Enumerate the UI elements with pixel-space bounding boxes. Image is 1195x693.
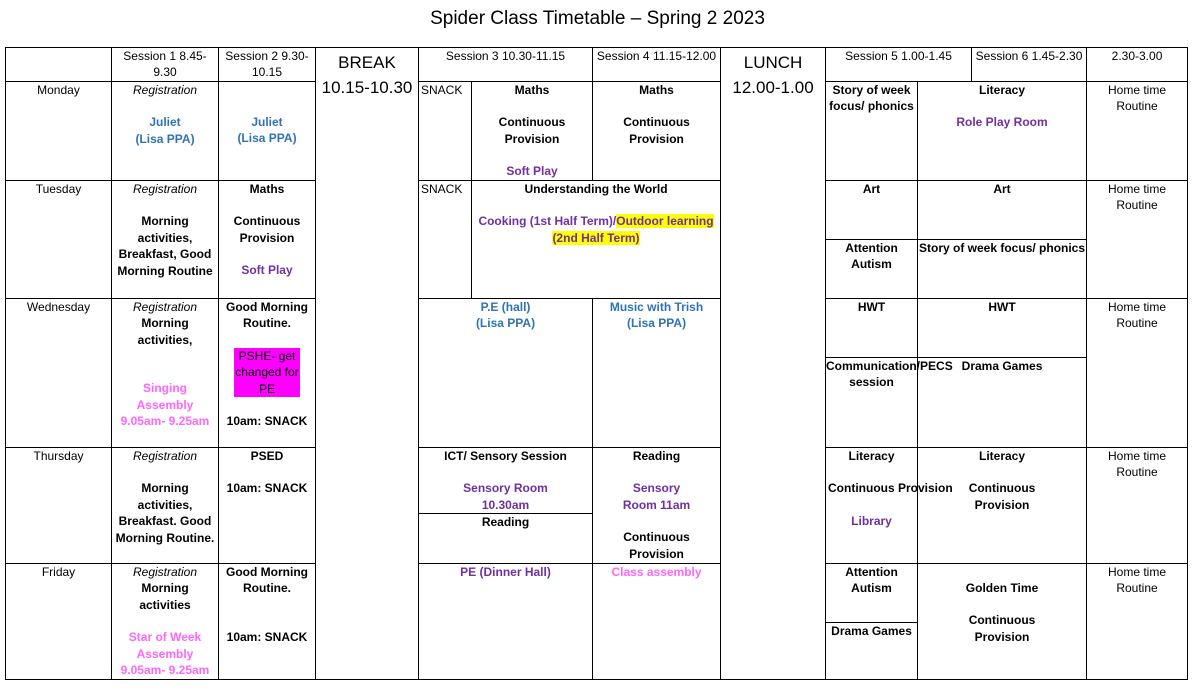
pshe-label: PSHE- get changed for PE bbox=[235, 348, 299, 396]
header-home-time: 2.30-3.00 bbox=[1087, 48, 1188, 82]
registration-label: Registration bbox=[132, 182, 198, 196]
cooking-note: Cooking (1st Half Term)/ bbox=[478, 214, 617, 229]
friday-session-4 bbox=[593, 564, 721, 680]
thursday-session-2 bbox=[219, 448, 316, 564]
friday-session-3 bbox=[419, 564, 593, 680]
registration-label: Registration bbox=[132, 83, 198, 97]
thursday-session-4 bbox=[593, 448, 721, 564]
monday-session-4 bbox=[593, 82, 721, 181]
wednesday-session-1 bbox=[112, 299, 219, 448]
subject-label: Maths bbox=[639, 83, 674, 97]
friday-session-1 bbox=[112, 564, 219, 680]
thursday-session-3 bbox=[419, 448, 593, 564]
assembly-label: Singing Assembly 9.05am- 9.25am bbox=[120, 381, 210, 429]
snack-time: 10am: SNACK bbox=[226, 481, 308, 496]
subject-label: Class assembly bbox=[611, 565, 702, 579]
subject-label: Literacy bbox=[979, 449, 1026, 463]
room-label: Library bbox=[851, 513, 892, 528]
activity-label: Continuous Provision bbox=[498, 115, 566, 146]
registration-label: Registration bbox=[132, 565, 198, 579]
subject-label: Music with Trish bbox=[609, 300, 704, 314]
activity-label: Good Morning Routine. bbox=[226, 565, 308, 596]
subject-label: Art bbox=[826, 181, 917, 240]
timetable bbox=[5, 47, 1188, 680]
wednesday-session-5 bbox=[826, 299, 953, 448]
subject-label: Communication/PECS session bbox=[826, 359, 953, 390]
ppa-note: (Lisa PPA) bbox=[237, 131, 297, 146]
monday-home-time: Home time Routine bbox=[1087, 82, 1188, 181]
header-session-3: Session 3 10.30-11.15 bbox=[419, 48, 593, 82]
tuesday-session-5 bbox=[826, 181, 918, 299]
room-label: Role Play Room bbox=[956, 115, 1048, 130]
room-label: Soft Play bbox=[506, 164, 558, 179]
ppa-note: (Lisa PPA) bbox=[626, 316, 687, 331]
ppa-note: (Lisa PPA) bbox=[135, 131, 195, 146]
activity-label: Morning activities, Breakfast. Good Morning Routine. bbox=[115, 481, 215, 545]
outdoor-note: Outdoor learning (2nd Half Term) bbox=[552, 214, 714, 245]
wednesday-session-2 bbox=[219, 299, 316, 448]
wednesday-session-4 bbox=[593, 299, 721, 448]
thursday-session-1 bbox=[112, 448, 219, 564]
subject-label: Golden Time bbox=[965, 581, 1039, 595]
tuesday-session-2 bbox=[219, 181, 316, 299]
room-label: Sensory Room 11am bbox=[622, 481, 691, 512]
header-session-1: Session 1 8.45-9.30 bbox=[112, 48, 219, 82]
day-thursday: Thursday bbox=[6, 448, 112, 564]
monday-session-3 bbox=[472, 82, 593, 181]
room-label bbox=[474, 213, 718, 246]
activity-label: Good Morning Routine. bbox=[226, 300, 308, 331]
activity-label: Continuous Provision bbox=[233, 214, 301, 245]
thursday-session-5 bbox=[826, 448, 953, 564]
tuesday-snack: SNACK bbox=[419, 181, 472, 299]
snack-time: 10am: SNACK bbox=[226, 414, 308, 429]
subject-label: Literacy bbox=[848, 449, 895, 463]
monday-session-5: Story of week focus/ phonics bbox=[826, 82, 918, 181]
activity-label: Continuous Provision bbox=[828, 481, 953, 496]
monday-session-1 bbox=[112, 82, 219, 181]
activity-label: Morning activities bbox=[139, 581, 191, 612]
header-session-4: Session 4 11.15-12.00 bbox=[593, 48, 721, 82]
day-tuesday: Tuesday bbox=[6, 181, 112, 299]
thursday-session-6 bbox=[918, 448, 1087, 564]
monday-session-6 bbox=[918, 82, 1087, 181]
tuesday-session-6 bbox=[918, 181, 1087, 299]
subject-label: Maths bbox=[514, 83, 550, 97]
subject-label: Attention Autism bbox=[845, 241, 898, 272]
tuesday-home-time: Home time Routine bbox=[1087, 181, 1188, 299]
corner-cell bbox=[6, 48, 112, 82]
subject-label: P.E (hall) bbox=[480, 300, 531, 314]
subject-label: PSED bbox=[250, 449, 284, 463]
wednesday-session-6 bbox=[918, 299, 1087, 448]
assembly-label: Star of Week Assembly 9.05am- 9.25am bbox=[120, 630, 210, 678]
subject-label: Literacy bbox=[979, 83, 1026, 97]
subject-label: ICT/ Sensory Session bbox=[444, 449, 567, 463]
monday-session-2 bbox=[219, 82, 316, 181]
tuesday-session-1 bbox=[112, 181, 219, 299]
thursday-home-time: Home time Routine bbox=[1087, 448, 1188, 564]
friday-session-6 bbox=[918, 564, 1087, 680]
lunch-column: LUNCH 12.00-1.00 bbox=[721, 48, 826, 680]
break-column: BREAK 10.15-10.30 bbox=[316, 48, 419, 680]
subject-label: Understanding the World bbox=[524, 182, 668, 196]
header-session-5: Session 5 1.00-1.45 bbox=[826, 48, 972, 82]
subject-label: Drama Games bbox=[961, 359, 1043, 373]
subject-label: Maths bbox=[249, 182, 285, 196]
friday-session-5 bbox=[826, 564, 918, 680]
header-session-2: Session 2 9.30-10.15 bbox=[219, 48, 316, 82]
tuesday-session-3-4 bbox=[472, 181, 721, 299]
ppa-note: (Lisa PPA) bbox=[475, 316, 536, 331]
teacher-name: Juliet bbox=[149, 115, 181, 130]
subject-label: Attention Autism bbox=[826, 564, 917, 623]
friday-session-2 bbox=[219, 564, 316, 680]
registration-label: Registration bbox=[132, 300, 198, 314]
subject-label: Reading bbox=[481, 515, 530, 529]
subject-label: Reading bbox=[632, 449, 681, 463]
subject-label: Story of week focus/ phonics bbox=[919, 241, 1086, 255]
wednesday-session-3 bbox=[419, 299, 593, 448]
monday-snack: SNACK bbox=[419, 82, 472, 181]
header-session-6: Session 6 1.45-2.30 bbox=[972, 48, 1087, 82]
room-label: Sensory Room 10.30am bbox=[463, 481, 548, 512]
friday-home-time: Home time Routine bbox=[1087, 564, 1188, 680]
activity-label: Continuous Provision bbox=[968, 613, 1036, 644]
activity-label: Morning activities, Breakfast, Good Morning Routine bbox=[117, 214, 213, 278]
activity-label: Continuous Provision bbox=[623, 115, 690, 146]
wednesday-home-time: Home time Routine bbox=[1087, 299, 1188, 448]
day-friday: Friday bbox=[6, 564, 112, 680]
page-title: Spider Class Timetable – Spring 2 2023 bbox=[430, 8, 765, 29]
day-wednesday: Wednesday bbox=[6, 299, 112, 448]
subject-label: HWT bbox=[826, 299, 917, 358]
subject-label: Art bbox=[918, 181, 1086, 240]
activity-label: Continuous Provision bbox=[623, 530, 690, 561]
teacher-name: Juliet bbox=[251, 115, 283, 129]
subject-label: Drama Games bbox=[831, 624, 912, 638]
room-label: Soft Play bbox=[241, 263, 293, 278]
subject-label: HWT bbox=[918, 299, 1086, 358]
subject-label: PE (Dinner Hall) bbox=[460, 565, 551, 579]
activity-label: Continuous Provision bbox=[968, 481, 1036, 512]
snack-time: 10am: SNACK bbox=[226, 629, 308, 644]
registration-label: Registration bbox=[132, 449, 198, 463]
activity-label: Morning activities, bbox=[137, 316, 193, 347]
day-monday: Monday bbox=[6, 82, 112, 181]
